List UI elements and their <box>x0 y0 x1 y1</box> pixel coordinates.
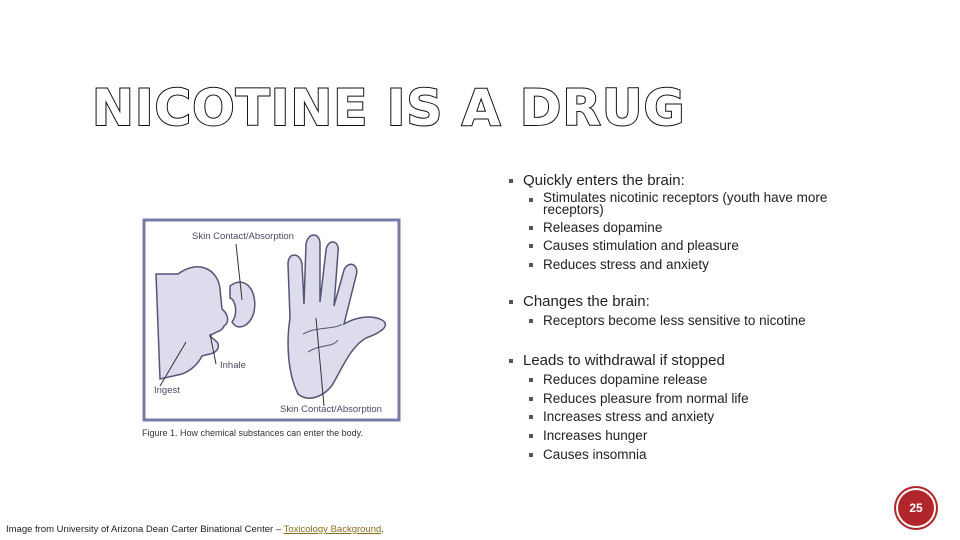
sub-item: Releases dopamine <box>528 220 873 235</box>
credit-suffix: . <box>381 524 384 535</box>
figure-label-skin-contact-top: Skin Contact/Absorption <box>192 231 294 242</box>
slide-title: NICOTINE IS A DRUG <box>92 79 686 137</box>
bullet-changes-brain: Changes the brain: <box>508 293 928 311</box>
sub-item: Receptors become less sensitive to nicotine <box>528 313 873 328</box>
toxicology-background-link[interactable]: Toxicology Background <box>283 524 382 535</box>
sub-item: Reduces dopamine release <box>528 372 873 387</box>
bullet-list <box>508 172 928 466</box>
figure-label-skin-contact-bottom: Skin Contact/Absorption <box>280 404 382 415</box>
credit-prefix: Image from University of Arizona Dean Carter Binational Center – <box>6 524 284 535</box>
figure-label-inhale: Inhale <box>220 360 246 371</box>
page-number-badge: 25 <box>898 490 934 526</box>
sub-list-changes-brain <box>528 313 928 328</box>
figure-label-ingest: Ingest <box>154 385 180 396</box>
bullet-withdrawal: Leads to withdrawal if stopped <box>508 352 928 370</box>
sub-item: Reduces stress and anxiety <box>528 257 873 272</box>
figure-caption: Figure 1. How chemical substances can enter the body. <box>142 428 363 438</box>
sub-item: Reduces pleasure from normal life <box>528 391 873 406</box>
sub-item: Increases stress and anxiety <box>528 409 873 424</box>
sub-item: Increases hunger <box>528 428 873 443</box>
sub-item: Stimulates nicotinic receptors (youth have more receptors) <box>528 192 873 216</box>
sub-list-quickly-enters-brain <box>528 192 928 272</box>
image-credit <box>6 524 384 535</box>
sub-list-withdrawal <box>528 372 928 462</box>
figure-body-entry-diagram <box>138 214 408 444</box>
bullet-quickly-enters-brain: Quickly enters the brain: <box>508 172 928 190</box>
sub-item: Causes insomnia <box>528 447 873 462</box>
sub-item: Causes stimulation and pleasure <box>528 238 873 253</box>
